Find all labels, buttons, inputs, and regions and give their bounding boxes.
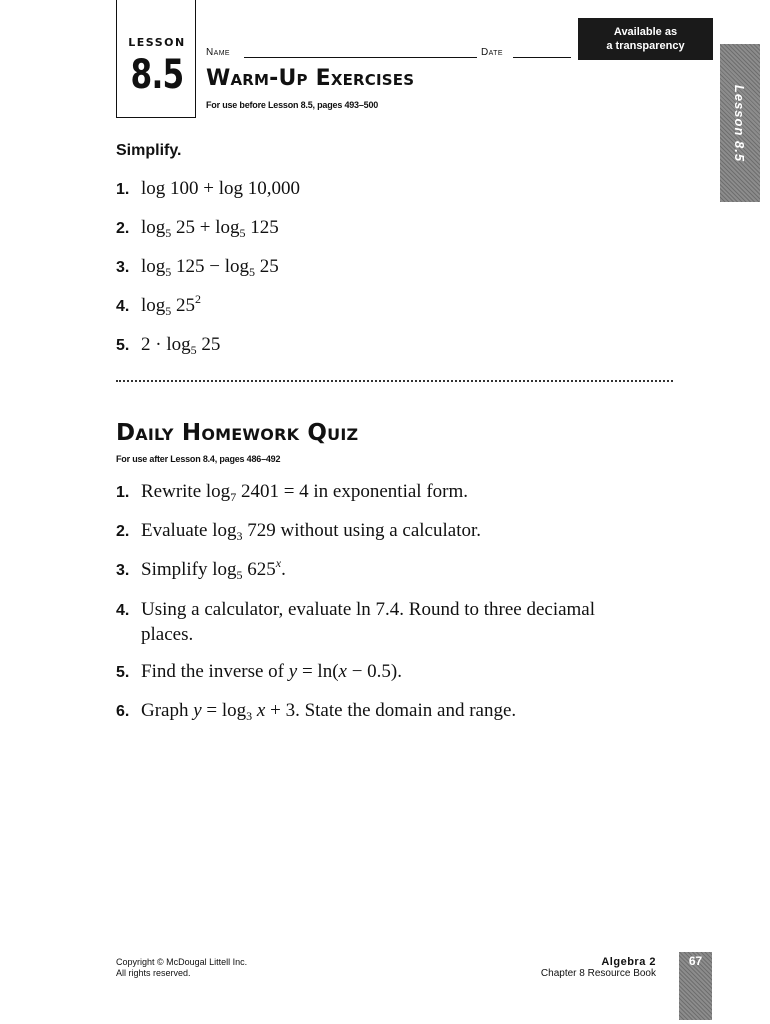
name-label: Name xyxy=(206,47,230,58)
warmup-problem-4 xyxy=(116,292,202,318)
quiz-problem-3 xyxy=(116,556,286,582)
problem-number: 3. xyxy=(116,562,130,579)
log-base: 5 xyxy=(236,568,243,582)
problem-text: + 3. State the domain and range. xyxy=(265,700,517,721)
quiz-subtitle: For use after Lesson 8.4, pages 486–492 xyxy=(116,454,281,464)
variable: y xyxy=(288,661,298,682)
variable: y xyxy=(193,700,202,721)
name-field-line[interactable] xyxy=(244,57,477,58)
copyright xyxy=(116,957,247,979)
book-title: Algebra 2 xyxy=(601,956,656,968)
problem-number: 6. xyxy=(116,703,130,720)
lesson-box xyxy=(116,0,196,118)
problem-number: 2. xyxy=(116,220,130,237)
problem-text: log xyxy=(141,295,166,316)
problem-text: − 0.5). xyxy=(346,661,403,682)
exponent: 2 xyxy=(195,292,202,306)
problem-number: 4. xyxy=(116,298,130,315)
warmup-problem-2 xyxy=(116,217,279,239)
side-tab-text: Lesson 8.5 xyxy=(732,84,748,162)
log-base: 5 xyxy=(239,226,246,240)
book-subtitle: Chapter 8 Resource Book xyxy=(540,968,656,979)
transparency-badge xyxy=(578,18,713,60)
log-base: 5 xyxy=(190,343,197,357)
log-base: 3 xyxy=(246,709,253,723)
log-base: 7 xyxy=(230,490,237,504)
problem-text: = ln( xyxy=(297,661,339,682)
warmup-subtitle: For use before Lesson 8.5, pages 493–500 xyxy=(206,100,379,110)
problem-text: log 100 + log 10,000 xyxy=(141,178,301,199)
log-base: 5 xyxy=(165,304,172,318)
warmup-instruction: Simplify. xyxy=(116,142,182,159)
problem-number: 2. xyxy=(116,523,130,540)
problem-text: 125 − log xyxy=(171,256,250,277)
problem-text: 625 xyxy=(242,559,276,580)
problem-number: 5. xyxy=(116,337,130,354)
warmup-problem-1 xyxy=(116,178,300,200)
lesson-number: 8.5 xyxy=(130,52,184,98)
problem-number: 3. xyxy=(116,259,130,276)
problem-number: 5. xyxy=(116,664,130,681)
page-tab xyxy=(679,952,712,1020)
problem-text: Simplify log xyxy=(141,559,237,580)
problem-text: Using a calculator, evaluate ln 7.4. Round to three deciamal xyxy=(141,599,596,620)
quiz-title: Daily Homework Quiz xyxy=(116,420,359,446)
variable: x xyxy=(338,661,347,682)
warmup-problem-5 xyxy=(116,334,220,356)
problem-text-continued: places. xyxy=(141,624,194,645)
problem-text: Evaluate log xyxy=(141,520,237,541)
section-divider xyxy=(116,380,673,382)
side-tab xyxy=(720,44,760,202)
problem-text: Find the inverse of xyxy=(141,661,289,682)
problem-text: 2 · log xyxy=(141,334,191,355)
problem-text: = log xyxy=(201,700,247,721)
log-base: 3 xyxy=(236,529,243,543)
date-field-line[interactable] xyxy=(513,57,571,58)
copyright-line-1: Copyright © McDougal Littell Inc. xyxy=(116,957,248,967)
quiz-problem-6 xyxy=(116,700,516,722)
problem-text: log xyxy=(141,217,166,238)
side-tab-label xyxy=(720,44,760,202)
problem-text: 125 xyxy=(245,217,279,238)
problem-text: 25 xyxy=(255,256,279,277)
book-info xyxy=(470,956,656,979)
problem-text: log xyxy=(141,256,166,277)
copyright-line-2: All rights reserved. xyxy=(116,968,191,978)
log-base: 5 xyxy=(249,265,256,279)
exponent: x xyxy=(275,556,282,570)
quiz-problem-2 xyxy=(116,520,481,542)
badge-line-1: Available as xyxy=(613,26,678,38)
log-base: 5 xyxy=(165,226,172,240)
problem-text: Graph xyxy=(141,700,194,721)
problem-number: 1. xyxy=(116,181,130,198)
quiz-problem-1 xyxy=(116,481,468,503)
page-number: 67 xyxy=(688,954,703,968)
problem-text: 2401 = 4 in exponential form. xyxy=(236,481,469,502)
problem-text: 729 without using a calculator. xyxy=(242,520,482,541)
date-label: Date xyxy=(481,47,503,58)
problem-number: 1. xyxy=(116,484,130,501)
problem-text: 25 xyxy=(171,295,196,316)
problem-number: 4. xyxy=(116,602,130,619)
badge-line-2: a transparency xyxy=(606,40,685,52)
log-base: 5 xyxy=(165,265,172,279)
quiz-problem-4 xyxy=(116,598,636,647)
problem-text: 25 + log xyxy=(171,217,240,238)
warmup-problem-3 xyxy=(116,256,279,278)
variable: x xyxy=(256,700,266,721)
quiz-problem-5 xyxy=(116,661,402,683)
problem-text: 25 xyxy=(196,334,221,355)
problem-text: . xyxy=(281,559,286,580)
lesson-label: LESSON xyxy=(128,36,186,49)
warmup-title: Warm-Up Exercises xyxy=(206,66,415,91)
problem-text: Rewrite log xyxy=(141,481,231,502)
